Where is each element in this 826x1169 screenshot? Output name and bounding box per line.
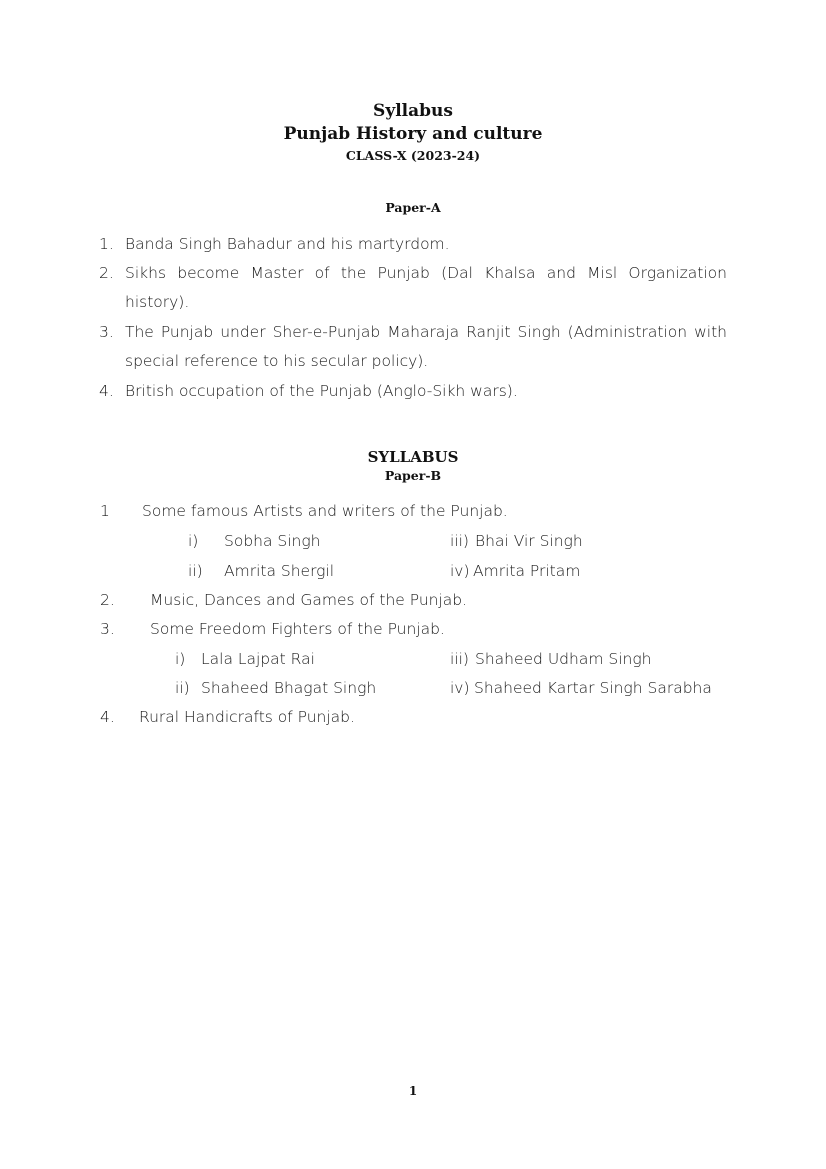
paper-a-heading: Paper-A [385,200,441,215]
sub-number: iv) [450,562,470,580]
sub-text: Shaheed Bhagat Singh [201,679,377,697]
paper-a-item-1 [99,230,727,259]
sub-text: Sobha Singh [224,532,321,550]
list-text: Music, Dances and Games of the Punjab. [150,591,468,609]
page-title: Syllabus [373,101,453,121]
sub-number: iii) [450,650,469,668]
paper-a-item-4 [99,377,727,406]
list-number: 1. [99,235,114,253]
class-line: CLASS-X (2023-24) [345,148,481,163]
list-number: 3. [99,323,114,341]
list-text: Some Freedom Fighters of the Punjab. [150,620,445,638]
list-number: 2. [99,264,114,282]
list-number: 3. [100,620,115,638]
list-text: The Punjab under Sher-e-Punjab Maharaja Ranjit Singh (Administration with special reference to his secular policy). [125,323,727,370]
page-number: 1 [408,1084,418,1098]
syllabus-heading: SYLLABUS [367,448,459,466]
list-number: 4. [99,382,114,400]
list-text: British occupation of the Punjab (Anglo-Sikh wars). [125,382,518,400]
sub-number: iii) [450,532,469,550]
list-number: 2. [100,591,115,609]
paper-b-heading: Paper-B [384,468,442,483]
list-number: 4. [100,708,115,726]
sub-text: Lala Lajpat Rai [201,650,315,668]
paper-a-item-2 [99,259,727,317]
paper-a-item-3 [99,318,727,376]
list-number: 1 [100,502,110,520]
sub-text: Bhai Vir Singh [475,532,583,550]
sub-number: i) [188,532,199,550]
sub-text: Amrita Pritam [473,562,581,580]
sub-number: ii) [188,562,203,580]
sub-number: ii) [175,679,190,697]
sub-number: iv) [450,679,470,697]
sub-text: Shaheed Udham Singh [475,650,652,668]
list-text: Sikhs become Master of the Punjab (Dal Khalsa and Misl Organization history). [125,264,727,311]
list-text: Rural Handicrafts of Punjab. [139,708,355,726]
subject-title: Punjab History and culture [283,124,543,144]
sub-text: Shaheed Kartar Singh Sarabha [474,679,712,697]
sub-text: Amrita Shergil [224,562,335,580]
list-text: Banda Singh Bahadur and his martyrdom. [125,235,450,253]
sub-number: i) [175,650,186,668]
list-text: Some famous Artists and writers of the Punjab. [142,502,508,520]
